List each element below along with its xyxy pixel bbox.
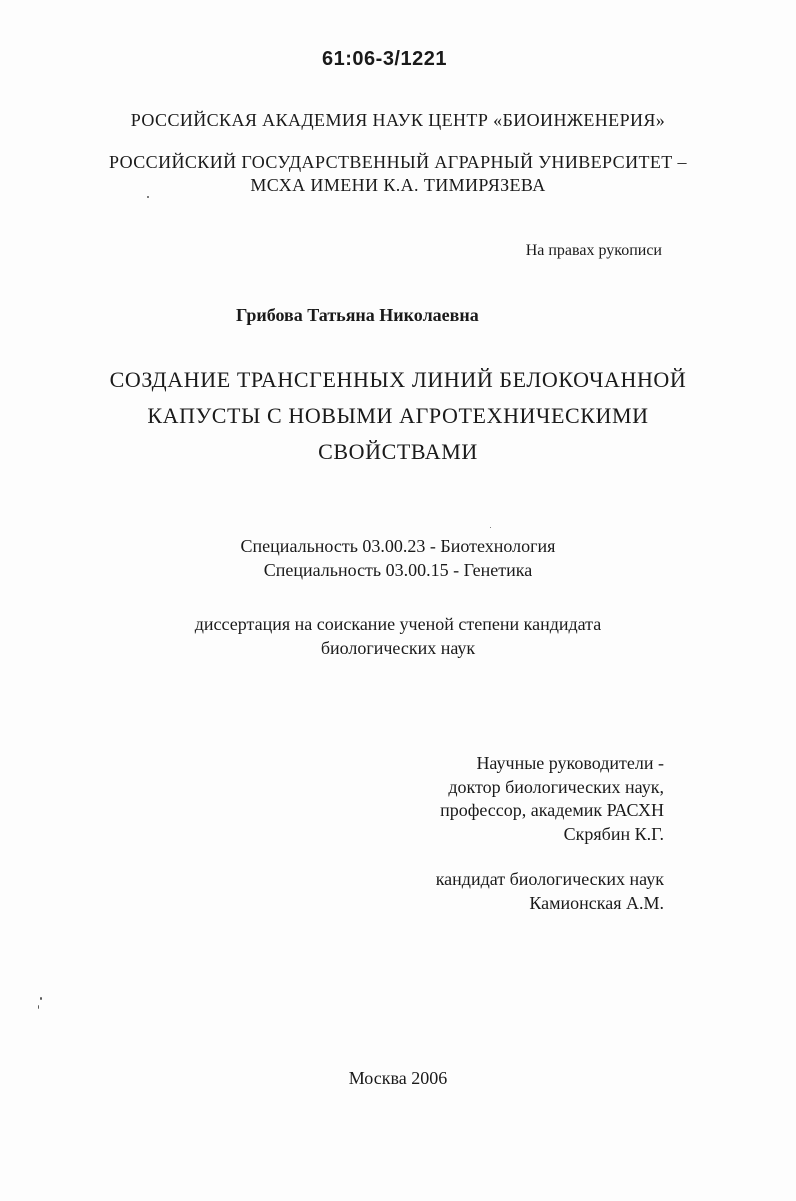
supervisor-line: кандидат биологических наук [435, 869, 664, 889]
dissertation-title-line: СОЗДАНИЕ ТРАНСГЕННЫХ ЛИНИЙ БЕЛОКОЧАННОЙ [109, 367, 687, 392]
city-year: Москва 2006 [348, 1068, 448, 1088]
supervisors-heading: Научные руководители - [476, 753, 664, 773]
author-name: Грибова Татьяна Николаевна [236, 305, 479, 325]
supervisor-line: доктор биологических наук, [448, 776, 664, 797]
institution-university: РОССИЙСКИЙ ГОСУДАРСТВЕННЫЙ АГРАРНЫЙ УНИВЕРСИТЕТ – [109, 152, 687, 172]
scan-speck [38, 1005, 39, 1009]
institution-university-name: МСХА ИМЕНИ К.А. ТИМИРЯЗЕВА [250, 175, 546, 195]
catalog-number: 61:06-3/1221 [322, 48, 447, 70]
scan-speck [147, 196, 149, 198]
degree-statement: диссертация на соискание ученой степени кандидата [194, 614, 602, 634]
speciality-genetics: Специальность 03.00.15 - Генетика [263, 560, 533, 580]
manuscript-rights-note: На правах рукописи [525, 242, 662, 259]
degree-field: биологических наук [320, 638, 476, 658]
dissertation-title-line: КАПУСТЫ С НОВЫМИ АГРОТЕХНИЧЕСКИМИ [147, 403, 649, 428]
speciality-biotechnology: Специальность 03.00.23 - Биотехнология [240, 536, 556, 556]
supervisor-name: Скрябин К.Г. [563, 823, 664, 844]
spacer [436, 846, 664, 868]
supervisors-block [436, 752, 664, 915]
institution-academy: РОССИЙСКАЯ АКАДЕМИЯ НАУК ЦЕНТР «БИОИНЖЕНЕРИЯ» [130, 110, 666, 130]
supervisor-name: Камионская А.М. [529, 892, 664, 913]
scan-speck [490, 527, 491, 528]
scan-speck [40, 997, 42, 1000]
dissertation-title-line: СВОЙСТВАМИ [318, 439, 478, 464]
supervisor-line: профессор, академик РАСХН [440, 800, 664, 820]
